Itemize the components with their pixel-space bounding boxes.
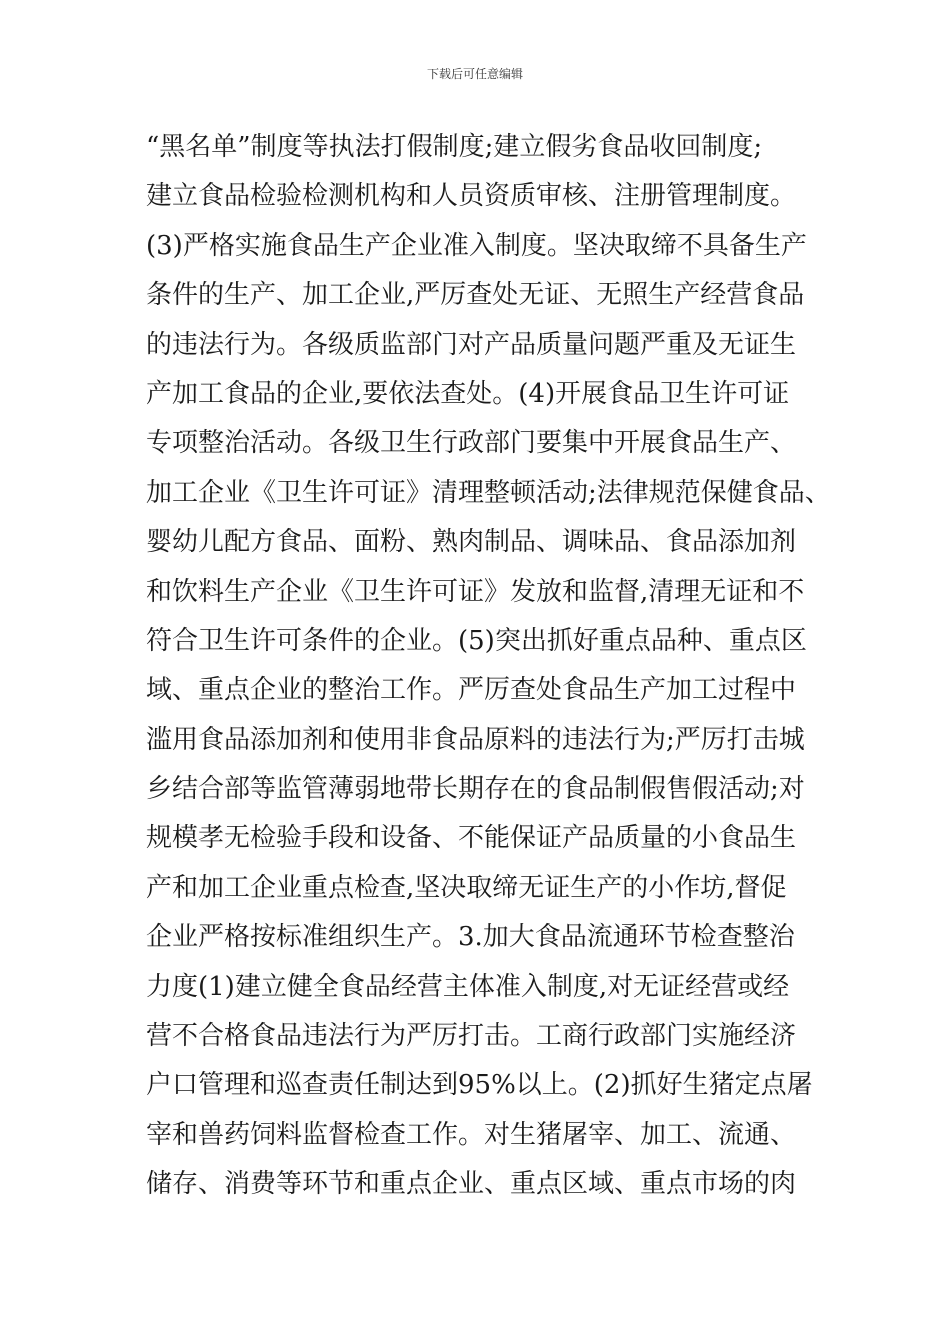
page-header-note: 下载后可任意编辑: [426, 67, 523, 81]
text-line: 建立食品检验检测机构和人员资质审核、注册管理制度。: [146, 181, 797, 212]
text-line: 规模孝无检验手段和设备、不能保证产品质量的小食品生: [146, 823, 797, 854]
text-line: 营不合格食品违法行为严厉打击。工商行政部门实施经济: [146, 1021, 797, 1052]
text-line: 条件的生产、加工企业,严厉查处无证、无照生产经营食品: [146, 280, 805, 311]
text-line: 滥用食品添加剂和使用非食品原料的违法行为;严厉打击城: [146, 724, 805, 755]
text-line: (3)严格实施食品生产企业准入制度。坚决取缔不具备生产: [146, 230, 807, 261]
text-line: 的违法行为。各级质监部门对产品质量问题严重及无证生: [146, 329, 797, 360]
text-line: 域、重点企业的整治工作。严厉查处食品生产加工过程中: [146, 675, 797, 706]
text-line: 加工企业《卫生许可证》清理整顿活动;法律规范保健食品、: [146, 477, 831, 508]
text-line: 产加工食品的企业,要依法查处。(4)开展食品卫生许可证: [146, 378, 790, 409]
text-line: 企业严格按标准组织生产。3.加大食品流通环节检查整治: [146, 922, 795, 953]
text-line: 产和加工企业重点检查,坚决取缔无证生产的小作坊,督促: [146, 872, 787, 903]
document-body: [146, 128, 831, 1215]
text-line: 户口管理和巡查责任制达到95%以上。(2)抓好生猪定点屠: [146, 1070, 813, 1101]
text-line: “黑名单”制度等执法打假制度;建立假劣食品收回制度;: [146, 132, 763, 162]
text-line: 和饮料生产企业《卫生许可证》发放和监督,清理无证和不: [146, 576, 805, 607]
text-line: 宰和兽药饲料监督检查工作。对生猪屠宰、加工、流通、: [146, 1119, 797, 1150]
text-line: 力度(1)建立健全食品经营主体准入制度,对无证经营或经: [146, 971, 790, 1002]
text-line: 符合卫生许可条件的企业。(5)突出抓好重点品种、重点区: [146, 625, 807, 656]
text-line: 专项整治活动。各级卫生行政部门要集中开展食品生产、: [146, 428, 797, 459]
text-line: 乡结合部等监管薄弱地带长期存在的食品制假售假活动;对: [146, 774, 805, 805]
text-line: 婴幼儿配方食品、面粉、熟肉制品、调味品、食品添加剂: [146, 527, 797, 558]
text-line: 储存、消费等环节和重点企业、重点区域、重点市场的肉: [146, 1169, 797, 1200]
